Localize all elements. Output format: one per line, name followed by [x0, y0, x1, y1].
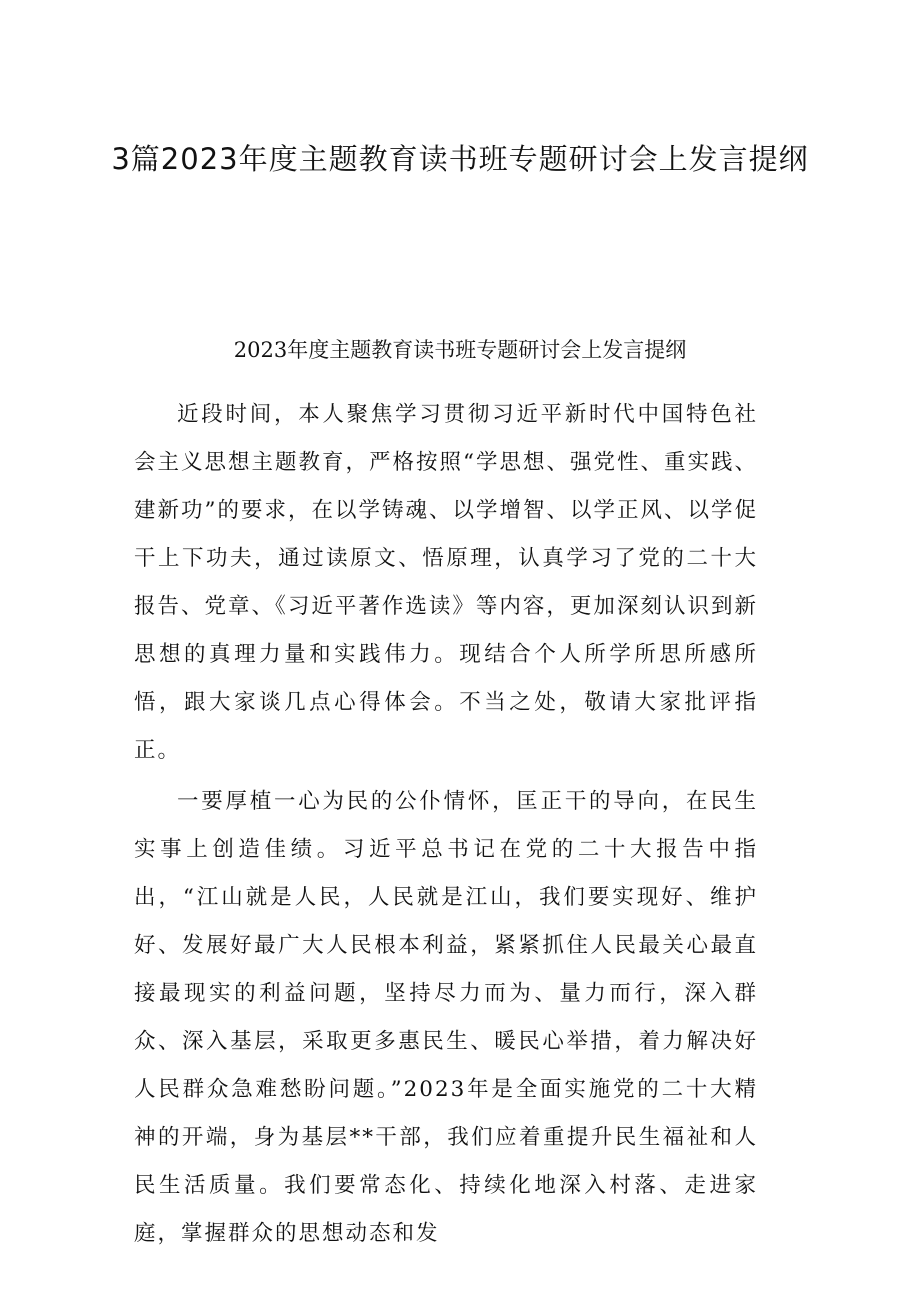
document-sub-title: 2023年度主题教育读书班专题研讨会上发言提纲 — [233, 338, 687, 362]
document-body — [134, 391, 758, 1258]
paragraph-point-one: 一要厚植一心为民的公仆情怀，匡正干的导向，在民生实事上创造佳绩。习近平总书记在党的二十大报告中指出，“江山就是人民，人民就是江山，我们要实现好、维护好、发展好最广大人民根本利益，紧紧抓住人民最关心最直接最现实的利益问题，坚持尽力而为、量力而行，深入群众、深入基层，采取更多惠民生、暖民心举措，着力解决好人民群众急难愁盼问题。”2023年是全面实施党的二十大精神的开端，身为基层**干部，我们应着重提升民生福祉和人民生活质量。我们要常态化、持续化地深入村落、走进家庭，掌握群众的思想动态和发 — [134, 789, 758, 1246]
paragraph-intro: 近段时间，本人聚焦学习贯彻习近平新时代中国特色社会主义思想主题教育，严格按照“学思想、强党性、重实践、建新功”的要求，在以学铸魂、以学增智、以学正风、以学促干上下功夫，通过读原文、悟原理，认真学习了党的二十大报告、党章、《习近平著作选读》等内容，更加深刻认识到新思想的真理力量和实践伟力。现结合个人所学所思所感所悟，跟大家谈几点心得体会。不当之处，敬请大家批评指正。 — [134, 402, 758, 763]
document-main-title: 3篇2023年度主题教育读书班专题研讨会上发言提纲 — [111, 142, 809, 176]
